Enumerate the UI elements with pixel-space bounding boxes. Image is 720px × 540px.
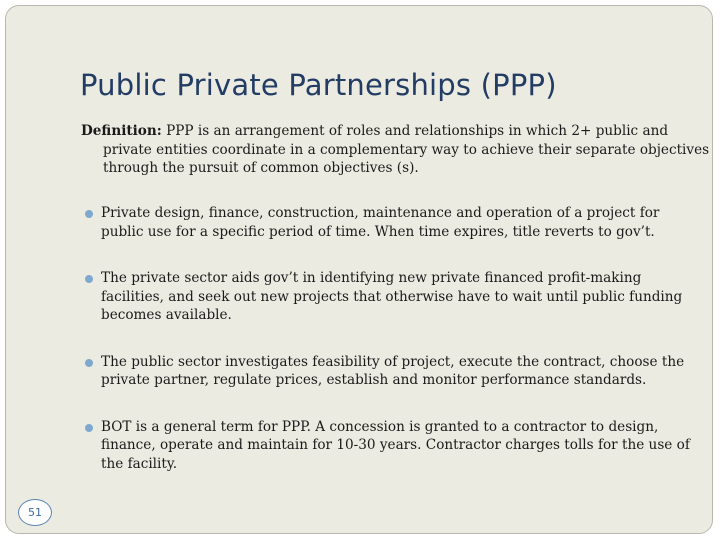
bullet-dot-icon <box>85 359 93 367</box>
bullet-text: The public sector investigates feasibility of project, execute the contract, choose the private partner, regulate prices, establish and monitor performance standards. <box>101 353 685 388</box>
bullet-list <box>81 204 691 501</box>
bullet-text: The private sector aids gov’t in identifying new private financed profit-making facilities, and seek out new projects that otherwise have to wait until public funding becomes available. <box>101 270 683 323</box>
bullet-text: BOT is a general term for PPP. A concession is granted to a contractor to design, finance, operate and maintain for 10-30 years. Contractor charges tolls for the use of the facility. <box>101 418 690 472</box>
bullet-item <box>81 269 691 325</box>
bullet-item <box>81 418 691 474</box>
page-number-badge: 51 <box>18 499 52 526</box>
bullet-item <box>81 204 691 241</box>
bullet-dot-icon <box>85 275 93 283</box>
bullet-item <box>81 353 691 390</box>
definition-term: Definition: <box>81 123 162 139</box>
definition-text: PPP is an arrangement of roles and relationships in which 2+ public and private entities coordinate in a complementary way to achieve their separate objectives through the pursuit of common objectives (s). <box>103 123 710 176</box>
bullet-text: Private design, finance, construction, maintenance and operation of a project for public use for a specific period of time. When time expires, title reverts to gov’t. <box>101 205 660 240</box>
bullet-dot-icon <box>85 210 93 218</box>
definition-paragraph <box>81 122 713 178</box>
slide <box>5 5 713 534</box>
slide-title: Public Private Partnerships (PPP) <box>80 68 557 102</box>
bullet-dot-icon <box>85 424 93 432</box>
